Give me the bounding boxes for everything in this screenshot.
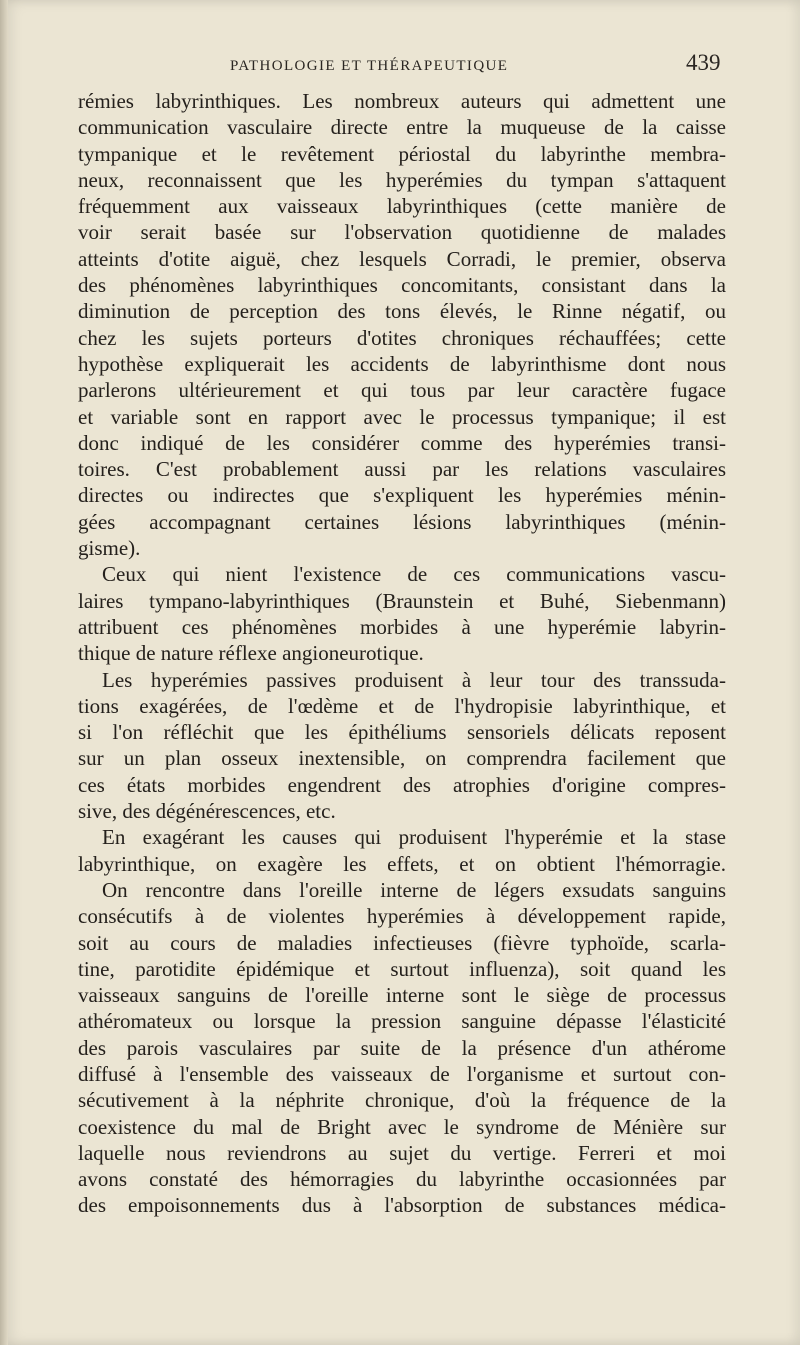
- page-binding-edge: [0, 0, 8, 1345]
- text-line: chez les sujets porteurs d'otites chroniques réchauffées; cette: [78, 325, 726, 350]
- text-line: tine, parotidite épidémique et surtout influenza), soit quand les: [78, 956, 726, 981]
- text-line: Ceux qui nient l'existence de ces communications vascu-: [102, 562, 726, 587]
- text-line: attribuent ces phénomènes morbides à une hyperémie labyrin-: [78, 614, 726, 639]
- text-line: directes ou indirectes que s'expliquent les hyperémies ménin-: [78, 483, 726, 508]
- text-line: thique de nature réflexe angioneurotique.: [78, 641, 424, 666]
- text-line: consécutifs à de violentes hyperémies à développement rapide,: [78, 904, 726, 929]
- text-line: donc indiqué de les considérer comme des hyperémies transi-: [78, 430, 726, 455]
- text-line: rémies labyrinthiques. Les nombreux auteurs qui admettent une: [78, 89, 726, 113]
- text-line: neux, reconnaissent que les hyperémies du tympan s'attaquent: [78, 167, 726, 192]
- text-line: laires tympano-labyrinthiques (Braunstein et Buhé, Siebenmann): [78, 588, 726, 613]
- text-line: athéromateux ou lorsque la pression sanguine dépasse l'élasticité: [78, 1009, 726, 1034]
- text-line: On rencontre dans l'oreille interne de légers exsudats sanguins: [102, 877, 726, 902]
- running-title: PATHOLOGIE ET THÉRAPEUTIQUE: [230, 58, 509, 74]
- text-line: sécutivement à la néphrite chronique, d'où la fréquence de la: [78, 1088, 726, 1113]
- text-line: coexistence du mal de Bright avec le syndrome de Ménière sur: [78, 1114, 726, 1139]
- page-number: 439: [686, 50, 721, 75]
- text-line: des parois vasculaires par suite de la présence d'un athérome: [78, 1035, 726, 1060]
- text-line: fréquemment aux vaisseaux labyrinthiques (cette manière de: [78, 194, 726, 219]
- text-line: Les hyperémies passives produisent à leur tour des transsuda-: [102, 667, 726, 692]
- text-line: sive, des dégénérescences, etc.: [78, 799, 336, 824]
- text-line: des phénomènes labyrinthiques concomitants, consistant dans la: [78, 273, 726, 298]
- body-text: [78, 88, 726, 1219]
- text-line: si l'on réfléchit que les épithéliums sensoriels délicats reposent: [78, 720, 726, 745]
- text-line: atteints d'otite aiguë, chez lesquels Corradi, le premier, observa: [78, 246, 726, 271]
- text-line: tions exagérées, de l'œdème et de l'hydropisie labyrinthique, et: [78, 693, 726, 718]
- text-line: diffusé à l'ensemble des vaisseaux de l'organisme et surtout con-: [78, 1061, 726, 1086]
- text-line: avons constaté des hémorragies du labyrinthe occasionnées par: [78, 1167, 726, 1192]
- text-line: des empoisonnements dus à l'absorption de substances médica-: [78, 1193, 726, 1218]
- text-line: tympanique et le revêtement périostal du labyrinthe membra-: [78, 141, 726, 166]
- text-line: hypothèse expliquerait les accidents de labyrinthisme dont nous: [78, 351, 726, 376]
- text-line: vaisseaux sanguins de l'oreille interne sont le siège de processus: [78, 983, 726, 1008]
- text-line: gisme).: [78, 536, 141, 561]
- text-line: et variable sont en rapport avec le processus tympanique; il est: [78, 404, 726, 429]
- text-line: parlerons ultérieurement et qui tous par leur caractère fugace: [78, 378, 726, 403]
- text-line: labyrinthique, on exagère les effets, et on obtient l'hémorragie.: [78, 851, 726, 876]
- text-line: sur un plan osseux inextensible, on comprendra facilement que: [78, 746, 726, 771]
- text-line: toires. C'est probablement aussi par les relations vasculaires: [78, 457, 726, 482]
- text-line: gées accompagnant certaines lésions labyrinthiques (ménin-: [78, 509, 726, 534]
- text-line: diminution de perception des tons élevés, le Rinne négatif, ou: [78, 299, 726, 324]
- text-line: laquelle nous reviendrons au sujet du vertige. Ferreri et moi: [78, 1140, 726, 1165]
- page-header: [0, 48, 800, 84]
- text-line: communication vasculaire directe entre la muqueuse de la caisse: [78, 115, 726, 140]
- text-line: soit au cours de maladies infectieuses (fièvre typhoïde, scarla-: [78, 930, 726, 955]
- text-line: En exagérant les causes qui produisent l'hyperémie et la stase: [102, 825, 726, 850]
- text-line: voir serait basée sur l'observation quotidienne de malades: [78, 220, 726, 245]
- text-line: ces états morbides engendrent des atrophies d'origine compres-: [78, 772, 726, 797]
